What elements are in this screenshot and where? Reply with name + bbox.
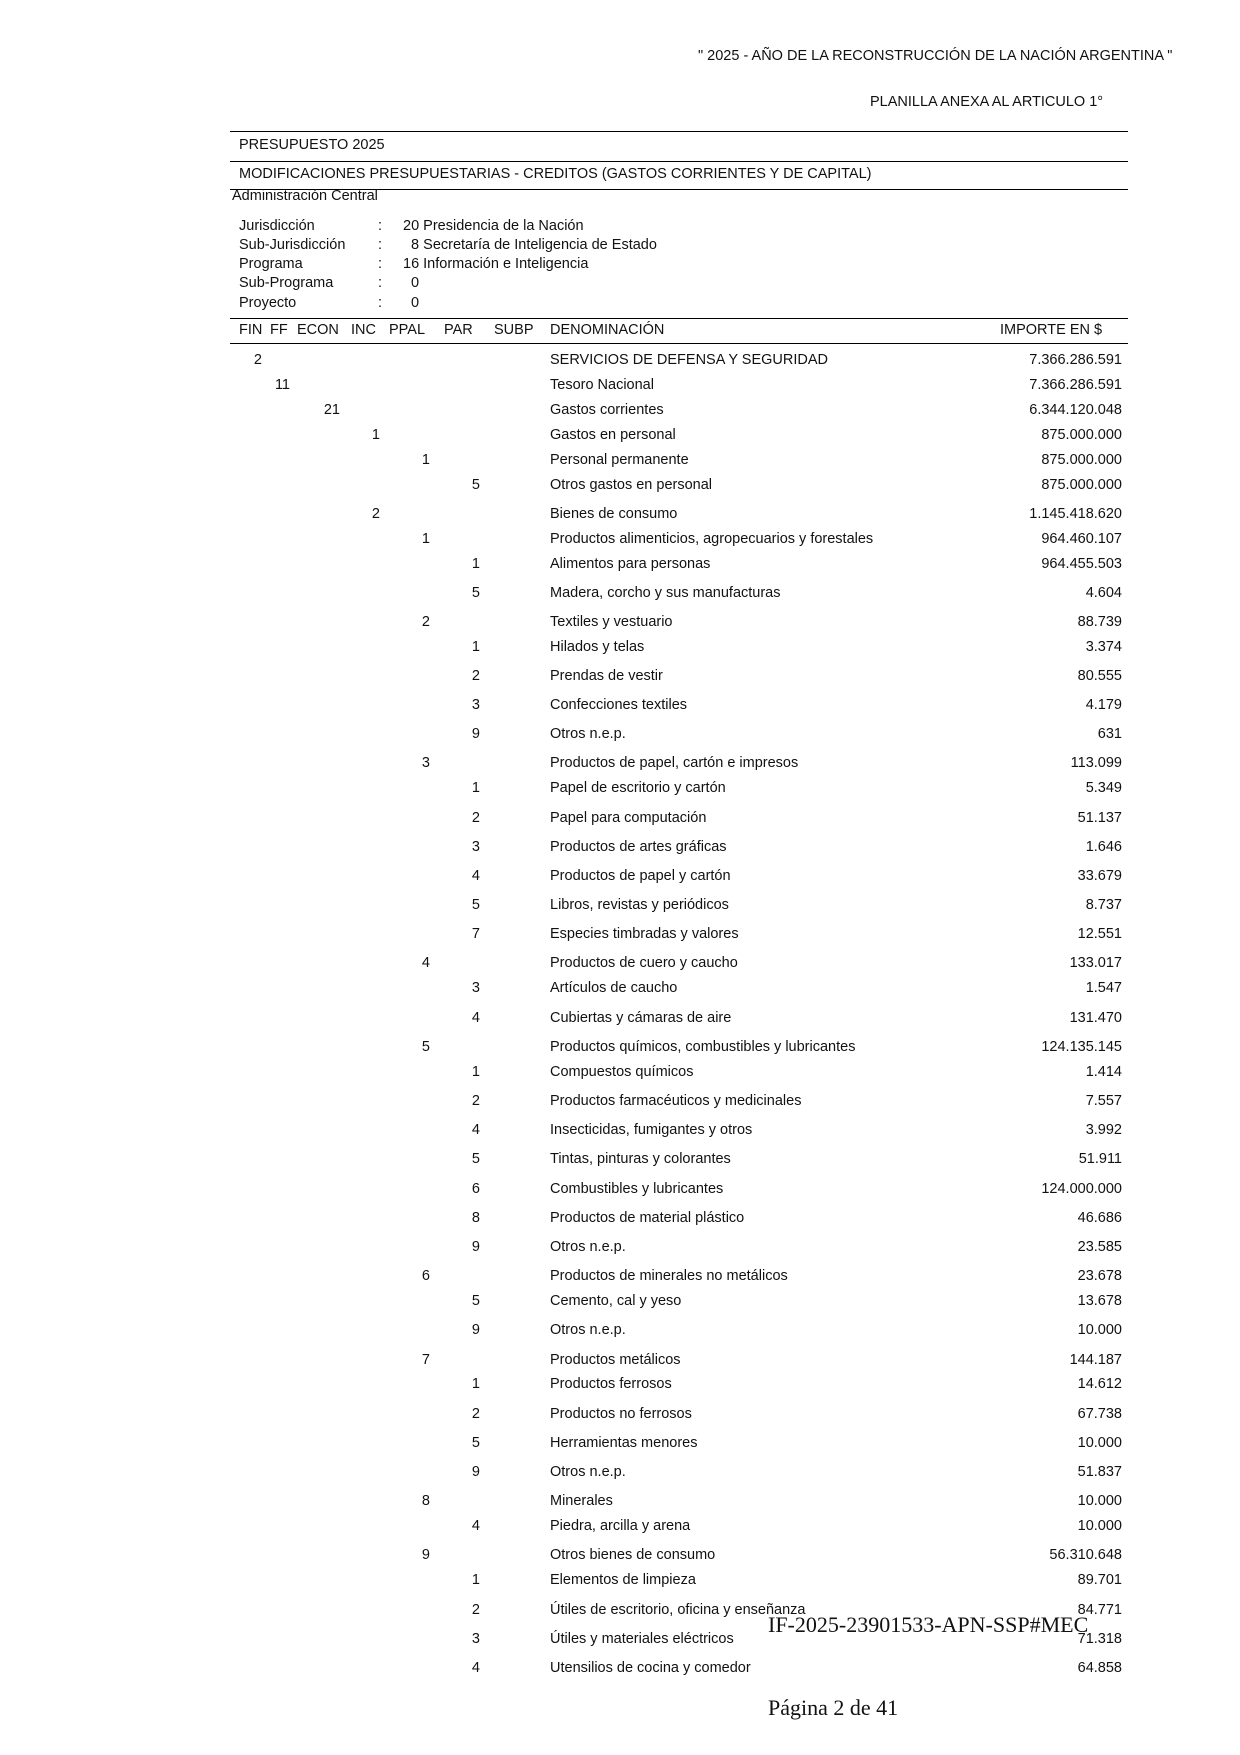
row-denominacion: Otros bienes de consumo [550, 1547, 716, 1563]
row-importe: 124.135.145 [1041, 1039, 1122, 1055]
row-code: 9 [421, 1547, 430, 1563]
row-code: 11 [274, 377, 290, 393]
row-code: 1 [471, 1376, 480, 1392]
table-row [0, 839, 1240, 859]
row-code: 9 [471, 1464, 480, 1480]
row-code: 2 [471, 1406, 480, 1422]
row-code: 9 [471, 1239, 480, 1255]
row-code: 5 [471, 1293, 480, 1309]
col-subp: SUBP [494, 322, 534, 338]
row-importe: 84.771 [1077, 1602, 1122, 1618]
row-denominacion: Utensilios de cocina y comedor [550, 1660, 751, 1676]
row-code: 3 [471, 839, 480, 855]
row-code: 9 [471, 726, 480, 742]
row-importe: 5.349 [1085, 780, 1122, 796]
row-denominacion: Tesoro Nacional [550, 377, 654, 393]
row-denominacion: Otros n.e.p. [550, 726, 626, 742]
table-row [0, 926, 1240, 946]
row-importe: 7.366.286.591 [1029, 377, 1122, 393]
table-row [0, 697, 1240, 717]
row-denominacion: Útiles y materiales eléctricos [550, 1631, 734, 1647]
info-label: Sub-Programa [239, 275, 334, 291]
row-importe: 4.179 [1085, 697, 1122, 713]
row-code: 4 [471, 1660, 480, 1676]
row-denominacion: Alimentos para personas [550, 556, 711, 572]
row-code: 1 [421, 531, 430, 547]
table-row [0, 755, 1240, 775]
table-row [0, 477, 1240, 497]
row-code: 2 [421, 614, 430, 630]
table-row [0, 668, 1240, 688]
budget-title: PRESUPUESTO 2025 [239, 137, 385, 153]
row-importe: 88.739 [1077, 614, 1122, 630]
info-colon: : [378, 275, 383, 291]
row-denominacion: Productos químicos, combustibles y lubricantes [550, 1039, 856, 1055]
col-ff: FF [270, 322, 288, 338]
row-denominacion: Madera, corcho y sus manufacturas [550, 585, 781, 601]
row-denominacion: Papel de escritorio y cartón [550, 780, 726, 796]
row-code: 4 [471, 1122, 480, 1138]
row-code: 2 [471, 1093, 480, 1109]
table-row [0, 1518, 1240, 1538]
row-importe: 64.858 [1077, 1660, 1122, 1676]
row-code: 8 [471, 1210, 480, 1226]
row-importe: 14.612 [1077, 1376, 1122, 1392]
row-denominacion: Especies timbradas y valores [550, 926, 739, 942]
table-row [0, 1660, 1240, 1680]
table-row [0, 1547, 1240, 1567]
row-importe: 10.000 [1077, 1493, 1122, 1509]
row-importe: 131.470 [1069, 1010, 1122, 1026]
row-importe: 113.099 [1070, 755, 1122, 771]
row-importe: 51.837 [1077, 1464, 1122, 1480]
table-row [0, 810, 1240, 830]
info-colon: : [378, 256, 383, 272]
table-row [0, 427, 1240, 447]
table-row [0, 377, 1240, 397]
row-importe: 89.701 [1077, 1572, 1122, 1588]
row-denominacion: Hilados y telas [550, 639, 645, 655]
row-denominacion: Otros n.e.p. [550, 1239, 626, 1255]
info-label: Proyecto [239, 295, 297, 311]
row-denominacion: Herramientas menores [550, 1435, 698, 1451]
table-row [0, 1151, 1240, 1171]
row-denominacion: Personal permanente [550, 452, 689, 468]
divider-columns-top [230, 318, 1128, 319]
info-label: Sub-Jurisdicción [239, 237, 346, 253]
row-importe: 875.000.000 [1041, 452, 1122, 468]
row-denominacion: Artículos de caucho [550, 980, 678, 996]
row-code: 2 [471, 668, 480, 684]
table-row [0, 1572, 1240, 1592]
col-fin: FIN [239, 322, 263, 338]
row-importe: 67.738 [1077, 1406, 1122, 1422]
row-denominacion: Productos no ferrosos [550, 1406, 692, 1422]
table-row [0, 585, 1240, 605]
row-code: 5 [471, 585, 480, 601]
row-code: 7 [471, 926, 480, 942]
row-importe: 124.000.000 [1041, 1181, 1122, 1197]
table-row [0, 1293, 1240, 1313]
table-row [0, 1268, 1240, 1288]
divider-top [230, 131, 1128, 132]
row-denominacion: Productos metálicos [550, 1352, 681, 1368]
row-denominacion: Gastos corrientes [550, 402, 664, 418]
row-code: 5 [421, 1039, 430, 1055]
row-denominacion: Insecticidas, fumigantes y otros [550, 1122, 753, 1138]
row-code: 3 [471, 980, 480, 996]
col-importe: IMPORTE EN $ [1000, 322, 1103, 338]
row-importe: 10.000 [1077, 1322, 1122, 1338]
row-importe: 10.000 [1077, 1435, 1122, 1451]
table-row [0, 1435, 1240, 1455]
row-denominacion: Productos farmacéuticos y medicinales [550, 1093, 802, 1109]
table-row [0, 980, 1240, 1000]
row-denominacion: Productos de papel, cartón e impresos [550, 755, 799, 771]
row-code: 2 [371, 506, 380, 522]
row-importe: 33.679 [1077, 868, 1122, 884]
info-label: Programa [239, 256, 303, 272]
row-denominacion: Tintas, pinturas y colorantes [550, 1151, 731, 1167]
row-denominacion: Otros n.e.p. [550, 1322, 626, 1338]
row-denominacion: Otros gastos en personal [550, 477, 713, 493]
row-importe: 8.737 [1085, 897, 1122, 913]
row-importe: 10.000 [1077, 1518, 1122, 1534]
row-denominacion: Cubiertas y cámaras de aire [550, 1010, 732, 1026]
row-code: 3 [421, 755, 430, 771]
annex-title: PLANILLA ANEXA AL ARTICULO 1° [870, 94, 1104, 110]
col-econ: ECON [297, 322, 339, 338]
row-code: 7 [421, 1352, 430, 1368]
row-denominacion: Prendas de vestir [550, 668, 663, 684]
table-row [0, 556, 1240, 576]
table-row [0, 1122, 1240, 1142]
info-colon: : [378, 295, 383, 311]
row-code: 9 [471, 1322, 480, 1338]
row-importe: 1.414 [1085, 1064, 1122, 1080]
table-row [0, 1406, 1240, 1426]
row-importe: 3.374 [1085, 639, 1122, 655]
row-code: 5 [471, 477, 480, 493]
row-importe: 56.310.648 [1049, 1547, 1122, 1563]
table-row [0, 1010, 1240, 1030]
table-row [0, 614, 1240, 634]
table-row [0, 955, 1240, 975]
table-row [0, 1064, 1240, 1084]
row-importe: 51.137 [1077, 810, 1122, 826]
row-importe: 1.646 [1085, 839, 1122, 855]
row-denominacion: Productos ferrosos [550, 1376, 672, 1392]
row-importe: 1.547 [1085, 980, 1122, 996]
table-row [0, 1181, 1240, 1201]
row-importe: 23.678 [1077, 1268, 1122, 1284]
table-row [0, 1039, 1240, 1059]
table-row [0, 868, 1240, 888]
table-row [0, 352, 1240, 372]
row-importe: 80.555 [1077, 668, 1122, 684]
row-denominacion: Papel para computación [550, 810, 707, 826]
row-code: 8 [421, 1493, 430, 1509]
table-row [0, 506, 1240, 526]
row-denominacion: Piedra, arcilla y arena [550, 1518, 691, 1534]
row-denominacion: Bienes de consumo [550, 506, 678, 522]
row-importe: 964.460.107 [1041, 531, 1122, 547]
col-inc: INC [351, 322, 376, 338]
row-importe: 6.344.120.048 [1029, 402, 1122, 418]
row-importe: 3.992 [1085, 1122, 1122, 1138]
row-code: 1 [371, 427, 380, 443]
row-denominacion: Productos de material plástico [550, 1210, 745, 1226]
document-motto: " 2025 - AÑO DE LA RECONSTRUCCIÓN DE LA NACIÓN ARGENTINA " [698, 48, 1173, 64]
table-row [0, 1464, 1240, 1484]
row-code: 2 [471, 810, 480, 826]
table-row [0, 1210, 1240, 1230]
row-importe: 875.000.000 [1041, 477, 1122, 493]
row-code: 6 [421, 1268, 430, 1284]
row-denominacion: Productos de cuero y caucho [550, 955, 738, 971]
col-ppal: PPAL [389, 322, 426, 338]
table-row [0, 452, 1240, 472]
table-row [0, 1093, 1240, 1113]
row-denominacion: Útiles de escritorio, oficina y enseñanza [550, 1602, 806, 1618]
row-importe: 13.678 [1077, 1293, 1122, 1309]
table-row [0, 897, 1240, 917]
info-label: Jurisdicción [239, 218, 315, 234]
row-denominacion: Textiles y vestuario [550, 614, 673, 630]
table-row [0, 402, 1240, 422]
row-code: 6 [471, 1181, 480, 1197]
row-code: 1 [471, 1572, 480, 1588]
col-denominacion: DENOMINACIÓN [550, 322, 665, 338]
document-id-stamp: IF-2025-23901533-APN-SSP#MEC [768, 1612, 1089, 1637]
row-code: 1 [471, 780, 480, 796]
table-row [0, 1352, 1240, 1372]
row-denominacion: Productos alimenticios, agropecuarios y forestales [550, 531, 874, 547]
modifications-title: MODIFICACIONES PRESUPUESTARIAS - CREDITOS (GASTOS CORRIENTES Y DE CAPITAL) [239, 166, 872, 182]
table-row [0, 780, 1240, 800]
row-denominacion: Confecciones textiles [550, 697, 688, 713]
divider-columns-bottom [230, 343, 1128, 344]
col-par: PAR [444, 322, 473, 338]
info-value: 0 [403, 275, 420, 291]
row-importe: 12.551 [1077, 926, 1122, 942]
info-value: 8 Secretaría de Inteligencia de Estado [403, 237, 657, 253]
row-importe: 51.911 [1078, 1151, 1122, 1167]
row-importe: 875.000.000 [1041, 427, 1122, 443]
row-code: 1 [471, 639, 480, 655]
row-importe: 7.366.286.591 [1029, 352, 1122, 368]
row-denominacion: Elementos de limpieza [550, 1572, 696, 1588]
row-importe: 631 [1097, 726, 1122, 742]
row-denominacion: Productos de minerales no metálicos [550, 1268, 788, 1284]
row-importe: 23.585 [1077, 1239, 1122, 1255]
row-importe: 71.318 [1077, 1631, 1122, 1647]
row-code: 1 [471, 1064, 480, 1080]
info-value: 20 Presidencia de la Nación [403, 218, 584, 234]
divider-budget [230, 161, 1128, 162]
row-code: 3 [471, 1631, 480, 1647]
row-importe: 4.604 [1085, 585, 1122, 601]
row-denominacion: Productos de papel y cartón [550, 868, 731, 884]
row-denominacion: Combustibles y lubricantes [550, 1181, 724, 1197]
row-code: 5 [471, 1435, 480, 1451]
table-row [0, 1376, 1240, 1396]
row-importe: 964.455.503 [1041, 556, 1122, 572]
table-row [0, 1322, 1240, 1342]
row-denominacion: Gastos en personal [550, 427, 676, 443]
row-code: 4 [471, 868, 480, 884]
info-colon: : [378, 218, 383, 234]
info-value: 16 Información e Inteligencia [403, 256, 589, 272]
row-code: 2 [471, 1602, 480, 1618]
row-code: 5 [471, 1151, 480, 1167]
info-value: 0 [403, 295, 420, 311]
table-row [0, 1239, 1240, 1259]
row-code: 21 [323, 402, 340, 418]
row-code: 4 [471, 1518, 480, 1534]
table-row [0, 531, 1240, 551]
row-code: 5 [471, 897, 480, 913]
row-code: 4 [421, 955, 430, 971]
row-importe: 7.557 [1085, 1093, 1122, 1109]
row-denominacion: Otros n.e.p. [550, 1464, 626, 1480]
row-importe: 46.686 [1077, 1210, 1122, 1226]
row-denominacion: SERVICIOS DE DEFENSA Y SEGURIDAD [550, 352, 828, 368]
admin-label: Administración Central [232, 188, 378, 204]
info-colon: : [378, 237, 383, 253]
row-code: 1 [421, 452, 430, 468]
row-denominacion: Libros, revistas y periódicos [550, 897, 729, 913]
row-code: 3 [471, 697, 480, 713]
row-denominacion: Minerales [550, 1493, 613, 1509]
row-code: 2 [253, 352, 262, 368]
row-denominacion: Compuestos químicos [550, 1064, 694, 1080]
row-denominacion: Productos de artes gráficas [550, 839, 727, 855]
row-code: 4 [471, 1010, 480, 1026]
table-row [0, 726, 1240, 746]
row-importe: 133.017 [1069, 955, 1122, 971]
page-number: Página 2 de 41 [768, 1695, 899, 1720]
row-importe: 1.145.418.620 [1029, 506, 1122, 522]
row-code: 1 [471, 556, 480, 572]
table-row [0, 639, 1240, 659]
row-importe: 144.187 [1069, 1352, 1122, 1368]
row-denominacion: Cemento, cal y yeso [550, 1293, 682, 1309]
table-row [0, 1493, 1240, 1513]
